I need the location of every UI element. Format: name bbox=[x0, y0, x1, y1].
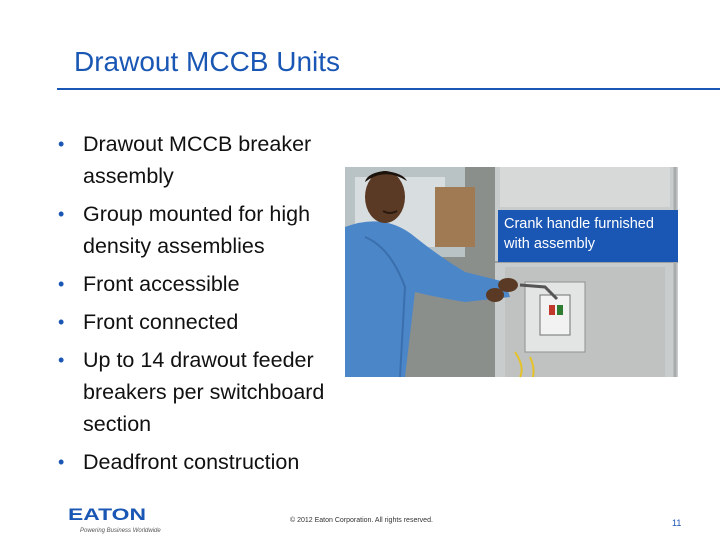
callout-box: Crank handle furnished with assembly bbox=[498, 210, 678, 262]
bullet-item bbox=[58, 446, 358, 478]
bullet-item bbox=[58, 268, 358, 300]
bullet-item bbox=[58, 344, 358, 440]
copyright-text: © 2012 Eaton Corporation. All rights reserved. bbox=[290, 517, 433, 524]
eaton-logo bbox=[68, 505, 161, 535]
bullet-dot-icon: • bbox=[58, 350, 65, 370]
bullet-dot-icon: • bbox=[58, 274, 65, 294]
bullet-dot-icon: • bbox=[58, 134, 65, 154]
bullet-item bbox=[58, 198, 358, 262]
bullet-dot-icon: • bbox=[58, 452, 65, 472]
switchboard-photo bbox=[345, 167, 678, 377]
title-underline bbox=[57, 88, 720, 90]
page-number: 11 bbox=[672, 518, 682, 528]
bullet-text: Drawout MCCB breaker assembly bbox=[83, 132, 312, 188]
bullet-text: Up to 14 drawout feeder breakers per switchboard section bbox=[83, 348, 325, 436]
bullet-dot-icon: • bbox=[58, 312, 65, 332]
svg-text:Powering Business Worldwide: Powering Business Worldwide bbox=[80, 528, 161, 534]
bullet-item bbox=[58, 306, 358, 338]
bullet-list bbox=[58, 128, 358, 484]
slide-title: Drawout MCCB Units bbox=[74, 46, 341, 77]
bullet-text: Group mounted for high density assemblies bbox=[83, 202, 311, 258]
bullet-item bbox=[58, 128, 358, 192]
bullet-text: Deadfront construction bbox=[83, 450, 300, 474]
bullet-dot-icon: • bbox=[58, 204, 65, 224]
svg-text:EATON: EATON bbox=[68, 505, 146, 524]
bullet-text: Front connected bbox=[83, 310, 239, 334]
bullet-text: Front accessible bbox=[83, 272, 240, 296]
